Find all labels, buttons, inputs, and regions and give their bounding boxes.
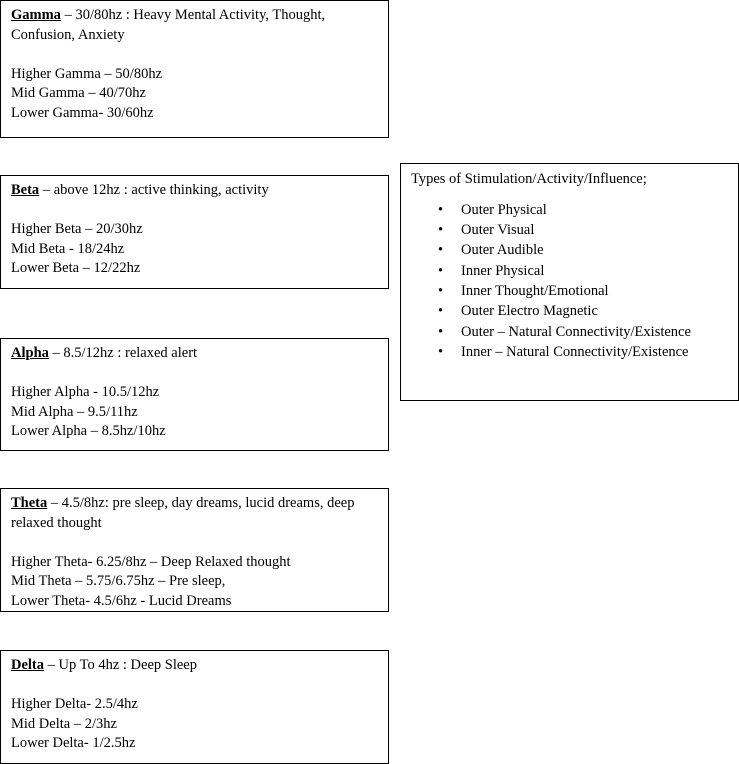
delta-level-lower: Lower Delta- 1/2.5hz <box>11 735 136 751</box>
list-item <box>411 220 728 240</box>
list-item-label: Outer Physical <box>461 201 547 218</box>
stimulation-list <box>411 200 728 363</box>
gamma-heading <box>11 6 378 45</box>
delta-level-mid: Mid Delta – 2/3hz <box>11 715 117 732</box>
list-item-label: Inner Thought/Emotional <box>461 283 609 300</box>
list-item <box>411 240 728 260</box>
gamma-description: – 30/80hz : Heavy Mental Activity, Thought, Confusion, Anxiety <box>11 7 326 43</box>
theta-level-lower: Lower Theta- 4.5/6hz - Lucid Dreams <box>11 592 232 609</box>
list-item <box>411 261 728 281</box>
delta-name: Delta <box>11 657 45 673</box>
delta-heading <box>11 656 378 676</box>
alpha-wave-box <box>0 338 389 451</box>
bullet-icon: • <box>438 242 444 259</box>
theta-level-mid: Mid Theta – 5.75/6.75hz – Pre sleep, <box>11 573 226 589</box>
list-item-label: Outer – Natural Connectivity/Existence <box>461 323 691 340</box>
gamma-name: Gamma <box>11 7 61 23</box>
theta-name: Theta <box>11 495 48 511</box>
beta-heading <box>11 181 378 201</box>
alpha-level-mid: Mid Alpha – 9.5/11hz <box>11 403 138 420</box>
list-item <box>411 322 728 342</box>
list-item-label: Outer Audible <box>461 242 544 259</box>
list-item <box>411 200 728 220</box>
bullet-icon: • <box>438 262 444 279</box>
gamma-level-higher: Higher Gamma – 50/80hz <box>11 65 163 82</box>
list-item-label: Outer Electro Magnetic <box>461 303 598 320</box>
theta-description: – 4.5/8hz: pre sleep, day dreams, lucid dreams, deep relaxed thought <box>11 495 355 531</box>
list-item-label: Inner Physical <box>461 262 545 279</box>
alpha-level-lower: Lower Alpha – 8.5hz/10hz <box>11 423 166 439</box>
beta-level-higher: Higher Beta – 20/30hz <box>11 221 143 237</box>
stimulation-types-box <box>400 163 739 401</box>
list-item <box>411 342 728 362</box>
bullet-icon: • <box>438 303 444 320</box>
delta-level-higher: Higher Delta- 2.5/4hz <box>11 696 138 712</box>
beta-level-lower: Lower Beta – 12/22hz <box>11 260 141 276</box>
beta-wave-box <box>0 175 389 289</box>
bullet-icon: • <box>438 201 444 218</box>
theta-level-higher: Higher Theta- 6.25/8hz – Deep Relaxed thought <box>11 553 291 570</box>
delta-description: – Up To 4hz : Deep Sleep <box>44 657 197 673</box>
bullet-icon: • <box>438 221 444 238</box>
list-item <box>411 281 728 301</box>
alpha-heading <box>11 344 378 364</box>
gamma-wave-box <box>0 0 389 138</box>
theta-wave-box <box>0 488 389 612</box>
alpha-level-higher: Higher Alpha - 10.5/12hz <box>11 384 160 400</box>
stimulation-title: Types of Stimulation/Activity/Influence; <box>411 171 647 187</box>
bullet-icon: • <box>438 344 444 361</box>
beta-description: – above 12hz : active thinking, activity <box>39 182 269 198</box>
theta-heading <box>11 494 378 533</box>
list-item-label: Outer Visual <box>461 221 535 238</box>
list-item <box>411 301 728 321</box>
beta-name: Beta <box>11 182 40 198</box>
bullet-icon: • <box>438 283 444 300</box>
list-item-label: Inner – Natural Connectivity/Existence <box>461 344 689 361</box>
beta-level-mid: Mid Beta - 18/24hz <box>11 240 125 257</box>
bullet-icon: • <box>438 323 444 340</box>
alpha-description: – 8.5/12hz : relaxed alert <box>48 345 198 361</box>
gamma-level-lower: Lower Gamma- 30/60hz <box>11 104 154 121</box>
alpha-name: Alpha <box>11 345 49 361</box>
delta-wave-box <box>0 650 389 764</box>
gamma-level-mid: Mid Gamma – 40/70hz <box>11 85 146 101</box>
